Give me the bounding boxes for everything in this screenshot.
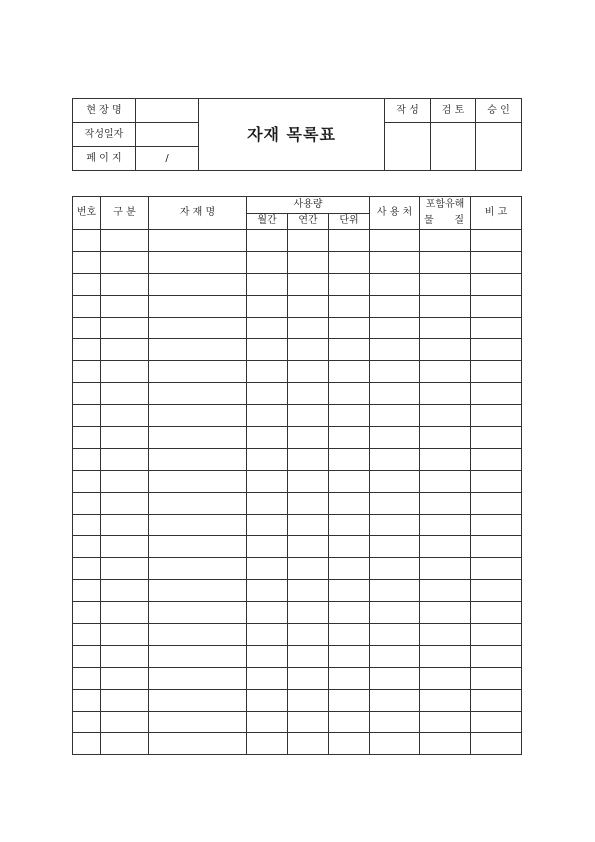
cell-annual[interactable] xyxy=(288,383,329,405)
cell-unit[interactable] xyxy=(329,580,370,602)
cell-usage-place[interactable] xyxy=(370,295,420,317)
cell-number[interactable] xyxy=(73,317,101,339)
cell-material-name[interactable] xyxy=(149,558,247,580)
cell-material-name[interactable] xyxy=(149,361,247,383)
cell-number[interactable] xyxy=(73,645,101,667)
col-unit-header: 단위 xyxy=(329,213,370,230)
cell-annual[interactable] xyxy=(288,273,329,295)
cell-usage-place[interactable] xyxy=(370,602,420,624)
cell-category[interactable] xyxy=(101,383,149,405)
cell-unit[interactable] xyxy=(329,470,370,492)
cell-monthly[interactable] xyxy=(247,339,288,361)
cell-category[interactable] xyxy=(101,514,149,536)
cell-number[interactable] xyxy=(73,492,101,514)
table-row xyxy=(73,405,522,427)
cell-hazard[interactable] xyxy=(420,339,471,361)
cell-usage-place[interactable] xyxy=(370,733,420,755)
cell-remarks[interactable] xyxy=(471,711,522,733)
cell-unit[interactable] xyxy=(329,251,370,273)
cell-unit[interactable] xyxy=(329,536,370,558)
cell-annual[interactable] xyxy=(288,448,329,470)
cell-monthly[interactable] xyxy=(247,470,288,492)
cell-annual[interactable] xyxy=(288,536,329,558)
cell-annual[interactable] xyxy=(288,295,329,317)
cell-remarks[interactable] xyxy=(471,361,522,383)
cell-material-name[interactable] xyxy=(149,733,247,755)
cell-category[interactable] xyxy=(101,711,149,733)
cell-remarks[interactable] xyxy=(471,558,522,580)
cell-category[interactable] xyxy=(101,624,149,646)
material-rows xyxy=(73,230,522,755)
cell-number[interactable] xyxy=(73,689,101,711)
cell-remarks[interactable] xyxy=(471,580,522,602)
cell-material-name[interactable] xyxy=(149,230,247,252)
cell-hazard[interactable] xyxy=(420,536,471,558)
cell-number[interactable] xyxy=(73,711,101,733)
cell-monthly[interactable] xyxy=(247,536,288,558)
cell-monthly[interactable] xyxy=(247,427,288,449)
table-row xyxy=(73,295,522,317)
cell-annual[interactable] xyxy=(288,514,329,536)
approval-approve-sign-box[interactable] xyxy=(476,123,522,171)
cell-annual[interactable] xyxy=(288,230,329,252)
table-row xyxy=(73,514,522,536)
cell-material-name[interactable] xyxy=(149,624,247,646)
col-usage-place-header: 사 용 처 xyxy=(370,197,420,230)
cell-unit[interactable] xyxy=(329,667,370,689)
cell-number[interactable] xyxy=(73,339,101,361)
cell-hazard[interactable] xyxy=(420,558,471,580)
cell-unit[interactable] xyxy=(329,602,370,624)
cell-annual[interactable] xyxy=(288,470,329,492)
cell-material-name[interactable] xyxy=(149,448,247,470)
cell-usage-place[interactable] xyxy=(370,536,420,558)
cell-unit[interactable] xyxy=(329,230,370,252)
col-category-header: 구 분 xyxy=(101,197,149,230)
site-name-field[interactable] xyxy=(136,99,199,123)
cell-usage-place[interactable] xyxy=(370,339,420,361)
cell-hazard[interactable] xyxy=(420,711,471,733)
cell-number[interactable] xyxy=(73,667,101,689)
cell-number[interactable] xyxy=(73,536,101,558)
cell-monthly[interactable] xyxy=(247,230,288,252)
cell-unit[interactable] xyxy=(329,492,370,514)
cell-number[interactable] xyxy=(73,558,101,580)
cell-category[interactable] xyxy=(101,339,149,361)
cell-unit[interactable] xyxy=(329,514,370,536)
date-label: 작성일자 xyxy=(73,123,136,147)
hazard-header-line2 xyxy=(420,213,470,229)
table-row xyxy=(73,602,522,624)
document-header-table xyxy=(72,98,522,171)
col-hazard-header xyxy=(420,197,471,230)
cell-usage-place[interactable] xyxy=(370,580,420,602)
cell-category[interactable] xyxy=(101,470,149,492)
cell-unit[interactable] xyxy=(329,733,370,755)
cell-unit[interactable] xyxy=(329,448,370,470)
cell-category[interactable] xyxy=(101,536,149,558)
cell-category[interactable] xyxy=(101,580,149,602)
cell-number[interactable] xyxy=(73,580,101,602)
page-label: 페 이 지 xyxy=(73,147,136,171)
cell-annual[interactable] xyxy=(288,689,329,711)
cell-remarks[interactable] xyxy=(471,295,522,317)
cell-material-name[interactable] xyxy=(149,470,247,492)
cell-category[interactable] xyxy=(101,361,149,383)
cell-material-name[interactable] xyxy=(149,536,247,558)
cell-material-name[interactable] xyxy=(149,405,247,427)
page-field[interactable]: / xyxy=(136,147,199,171)
cell-number[interactable] xyxy=(73,514,101,536)
cell-category[interactable] xyxy=(101,251,149,273)
cell-usage-place[interactable] xyxy=(370,230,420,252)
cell-category[interactable] xyxy=(101,273,149,295)
approval-approve-label: 승 인 xyxy=(476,99,522,123)
approval-write-label: 작 성 xyxy=(385,99,431,123)
cell-monthly[interactable] xyxy=(247,361,288,383)
table-row xyxy=(73,645,522,667)
site-name-label: 현 장 명 xyxy=(73,99,136,123)
cell-annual[interactable] xyxy=(288,492,329,514)
cell-material-name[interactable] xyxy=(149,251,247,273)
cell-usage-place[interactable] xyxy=(370,427,420,449)
cell-unit[interactable] xyxy=(329,558,370,580)
cell-unit[interactable] xyxy=(329,624,370,646)
cell-hazard[interactable] xyxy=(420,624,471,646)
cell-usage-place[interactable] xyxy=(370,361,420,383)
cell-material-name[interactable] xyxy=(149,492,247,514)
cell-category[interactable] xyxy=(101,558,149,580)
cell-annual[interactable] xyxy=(288,624,329,646)
cell-usage-place[interactable] xyxy=(370,667,420,689)
cell-hazard[interactable] xyxy=(420,383,471,405)
cell-hazard[interactable] xyxy=(420,733,471,755)
cell-usage-place[interactable] xyxy=(370,689,420,711)
cell-unit[interactable] xyxy=(329,295,370,317)
col-remarks-header: 비 고 xyxy=(471,197,522,230)
cell-unit[interactable] xyxy=(329,273,370,295)
cell-usage-place[interactable] xyxy=(370,514,420,536)
cell-hazard[interactable] xyxy=(420,470,471,492)
cell-remarks[interactable] xyxy=(471,339,522,361)
cell-material-name[interactable] xyxy=(149,602,247,624)
cell-category[interactable] xyxy=(101,317,149,339)
cell-unit[interactable] xyxy=(329,383,370,405)
table-row xyxy=(73,580,522,602)
cell-number[interactable] xyxy=(73,273,101,295)
cell-hazard[interactable] xyxy=(420,295,471,317)
table-row xyxy=(73,230,522,252)
cell-unit[interactable] xyxy=(329,645,370,667)
cell-material-name[interactable] xyxy=(149,427,247,449)
cell-remarks[interactable] xyxy=(471,492,522,514)
cell-annual[interactable] xyxy=(288,645,329,667)
cell-category[interactable] xyxy=(101,645,149,667)
cell-hazard[interactable] xyxy=(420,251,471,273)
cell-category[interactable] xyxy=(101,295,149,317)
cell-annual[interactable] xyxy=(288,251,329,273)
cell-remarks[interactable] xyxy=(471,383,522,405)
cell-annual[interactable] xyxy=(288,317,329,339)
cell-remarks[interactable] xyxy=(471,470,522,492)
cell-remarks[interactable] xyxy=(471,733,522,755)
cell-remarks[interactable] xyxy=(471,689,522,711)
table-row xyxy=(73,689,522,711)
cell-monthly[interactable] xyxy=(247,448,288,470)
approval-review-label: 검 토 xyxy=(431,99,476,123)
col-usage-header: 사용량 xyxy=(247,197,370,214)
table-row xyxy=(73,427,522,449)
cell-material-name[interactable] xyxy=(149,514,247,536)
cell-category[interactable] xyxy=(101,405,149,427)
cell-remarks[interactable] xyxy=(471,448,522,470)
table-row xyxy=(73,383,522,405)
cell-monthly[interactable] xyxy=(247,492,288,514)
table-row xyxy=(73,448,522,470)
cell-hazard[interactable] xyxy=(420,230,471,252)
hazard-header-line1: 포함유해 xyxy=(425,199,465,210)
col-number-header: 번호 xyxy=(73,197,101,230)
table-row xyxy=(73,733,522,755)
cell-number[interactable] xyxy=(73,230,101,252)
cell-remarks[interactable] xyxy=(471,667,522,689)
cell-category[interactable] xyxy=(101,448,149,470)
cell-usage-place[interactable] xyxy=(370,405,420,427)
cell-hazard[interactable] xyxy=(420,514,471,536)
cell-monthly[interactable] xyxy=(247,251,288,273)
cell-category[interactable] xyxy=(101,689,149,711)
cell-unit[interactable] xyxy=(329,339,370,361)
cell-material-name[interactable] xyxy=(149,689,247,711)
cell-material-name[interactable] xyxy=(149,645,247,667)
cell-number[interactable] xyxy=(73,602,101,624)
cell-monthly[interactable] xyxy=(247,667,288,689)
cell-unit[interactable] xyxy=(329,405,370,427)
cell-usage-place[interactable] xyxy=(370,470,420,492)
cell-monthly[interactable] xyxy=(247,580,288,602)
col-monthly-header: 월간 xyxy=(247,213,288,230)
cell-hazard[interactable] xyxy=(420,492,471,514)
cell-usage-place[interactable] xyxy=(370,448,420,470)
cell-remarks[interactable] xyxy=(471,230,522,252)
cell-material-name[interactable] xyxy=(149,273,247,295)
document-title: 자재 목록표 xyxy=(199,99,385,171)
cell-material-name[interactable] xyxy=(149,295,247,317)
hazard-header-line2-a: 물 xyxy=(424,215,434,226)
cell-annual[interactable] xyxy=(288,558,329,580)
cell-number[interactable] xyxy=(73,448,101,470)
cell-category[interactable] xyxy=(101,733,149,755)
cell-remarks[interactable] xyxy=(471,536,522,558)
cell-unit[interactable] xyxy=(329,427,370,449)
cell-annual[interactable] xyxy=(288,339,329,361)
cell-usage-place[interactable] xyxy=(370,624,420,646)
cell-monthly[interactable] xyxy=(247,602,288,624)
cell-annual[interactable] xyxy=(288,602,329,624)
cell-category[interactable] xyxy=(101,230,149,252)
cell-material-name[interactable] xyxy=(149,339,247,361)
cell-category[interactable] xyxy=(101,427,149,449)
cell-hazard[interactable] xyxy=(420,645,471,667)
cell-monthly[interactable] xyxy=(247,645,288,667)
cell-hazard[interactable] xyxy=(420,317,471,339)
cell-usage-place[interactable] xyxy=(370,492,420,514)
cell-remarks[interactable] xyxy=(471,427,522,449)
cell-usage-place[interactable] xyxy=(370,558,420,580)
cell-remarks[interactable] xyxy=(471,251,522,273)
cell-annual[interactable] xyxy=(288,361,329,383)
cell-remarks[interactable] xyxy=(471,602,522,624)
cell-usage-place[interactable] xyxy=(370,317,420,339)
cell-usage-place[interactable] xyxy=(370,383,420,405)
cell-monthly[interactable] xyxy=(247,317,288,339)
cell-number[interactable] xyxy=(73,361,101,383)
cell-remarks[interactable] xyxy=(471,645,522,667)
cell-monthly[interactable] xyxy=(247,295,288,317)
cell-usage-place[interactable] xyxy=(370,645,420,667)
cell-usage-place[interactable] xyxy=(370,711,420,733)
cell-material-name[interactable] xyxy=(149,580,247,602)
table-row xyxy=(73,492,522,514)
table-row xyxy=(73,667,522,689)
cell-number[interactable] xyxy=(73,733,101,755)
cell-monthly[interactable] xyxy=(247,273,288,295)
cell-usage-place[interactable] xyxy=(370,251,420,273)
cell-remarks[interactable] xyxy=(471,405,522,427)
cell-number[interactable] xyxy=(73,624,101,646)
cell-annual[interactable] xyxy=(288,711,329,733)
cell-remarks[interactable] xyxy=(471,317,522,339)
cell-hazard[interactable] xyxy=(420,448,471,470)
cell-unit[interactable] xyxy=(329,361,370,383)
cell-hazard[interactable] xyxy=(420,689,471,711)
cell-remarks[interactable] xyxy=(471,624,522,646)
cell-number[interactable] xyxy=(73,295,101,317)
cell-hazard[interactable] xyxy=(420,405,471,427)
table-row xyxy=(73,339,522,361)
cell-number[interactable] xyxy=(73,383,101,405)
table-row xyxy=(73,470,522,492)
cell-unit[interactable] xyxy=(329,711,370,733)
cell-annual[interactable] xyxy=(288,427,329,449)
cell-material-name[interactable] xyxy=(149,317,247,339)
approval-review-sign-box[interactable] xyxy=(431,123,476,171)
cell-monthly[interactable] xyxy=(247,733,288,755)
cell-hazard[interactable] xyxy=(420,361,471,383)
material-list-table xyxy=(72,196,522,755)
col-material-name-header: 자 재 명 xyxy=(149,197,247,230)
cell-hazard[interactable] xyxy=(420,273,471,295)
table-row xyxy=(73,273,522,295)
cell-hazard[interactable] xyxy=(420,427,471,449)
cell-hazard[interactable] xyxy=(420,602,471,624)
table-row xyxy=(73,536,522,558)
cell-monthly[interactable] xyxy=(247,689,288,711)
table-row xyxy=(73,251,522,273)
cell-monthly[interactable] xyxy=(247,383,288,405)
cell-material-name[interactable] xyxy=(149,383,247,405)
cell-monthly[interactable] xyxy=(247,405,288,427)
table-row xyxy=(73,361,522,383)
cell-material-name[interactable] xyxy=(149,667,247,689)
cell-category[interactable] xyxy=(101,667,149,689)
cell-unit[interactable] xyxy=(329,317,370,339)
cell-monthly[interactable] xyxy=(247,558,288,580)
cell-category[interactable] xyxy=(101,492,149,514)
cell-number[interactable] xyxy=(73,405,101,427)
cell-unit[interactable] xyxy=(329,689,370,711)
cell-annual[interactable] xyxy=(288,733,329,755)
col-annual-header: 연간 xyxy=(288,213,329,230)
cell-remarks[interactable] xyxy=(471,514,522,536)
table-row xyxy=(73,624,522,646)
cell-annual[interactable] xyxy=(288,580,329,602)
cell-monthly[interactable] xyxy=(247,711,288,733)
cell-annual[interactable] xyxy=(288,405,329,427)
hazard-header-line2-b: 질 xyxy=(454,215,465,226)
date-field[interactable] xyxy=(136,123,199,147)
cell-number[interactable] xyxy=(73,470,101,492)
cell-hazard[interactable] xyxy=(420,580,471,602)
cell-usage-place[interactable] xyxy=(370,273,420,295)
table-row xyxy=(73,711,522,733)
cell-remarks[interactable] xyxy=(471,273,522,295)
approval-write-sign-box[interactable] xyxy=(385,123,431,171)
cell-monthly[interactable] xyxy=(247,624,288,646)
cell-category[interactable] xyxy=(101,602,149,624)
table-row xyxy=(73,558,522,580)
cell-number[interactable] xyxy=(73,427,101,449)
table-row xyxy=(73,317,522,339)
cell-monthly[interactable] xyxy=(247,514,288,536)
cell-hazard[interactable] xyxy=(420,667,471,689)
cell-material-name[interactable] xyxy=(149,711,247,733)
cell-annual[interactable] xyxy=(288,667,329,689)
cell-number[interactable] xyxy=(73,251,101,273)
